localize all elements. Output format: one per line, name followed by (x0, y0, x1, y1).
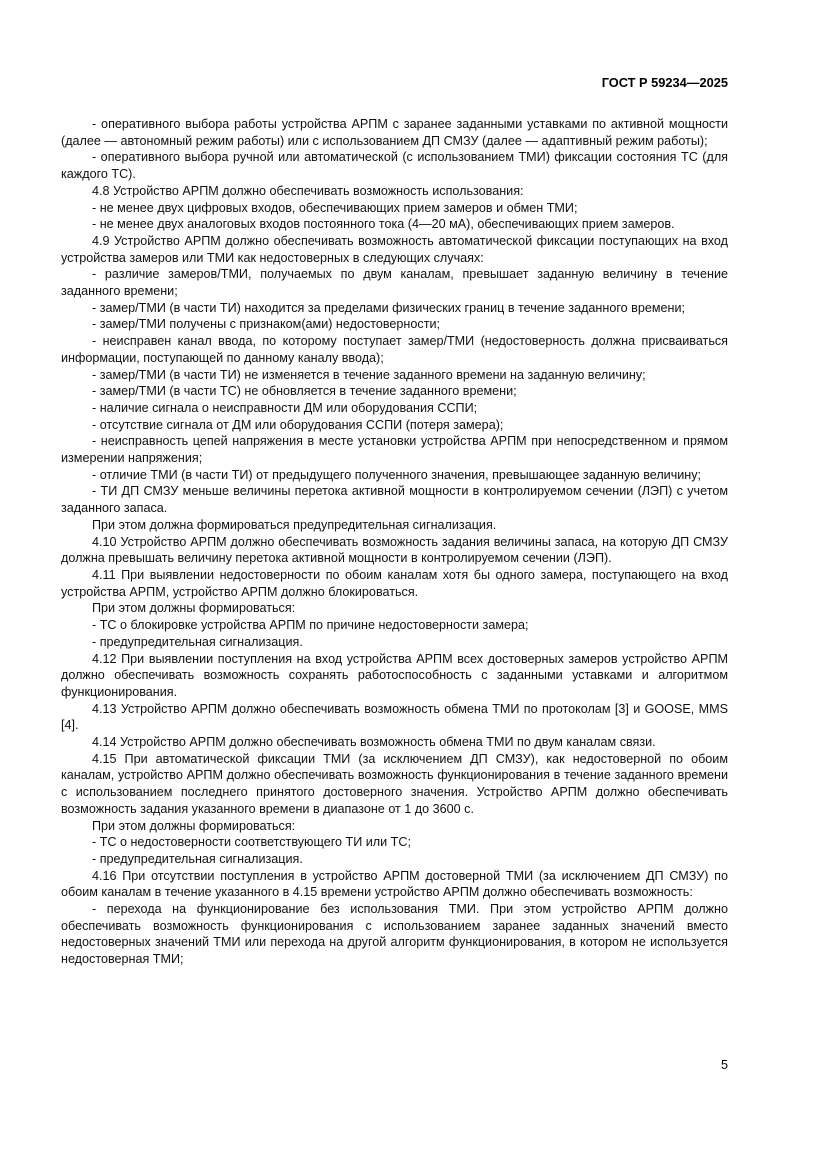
paragraph: - предупредительная сигнализация. (92, 851, 303, 866)
paragraph: - оперативного выбора работы устройства АРПМ с заранее заданными уставками по активной мощности (далее — автономный режим работы) или с использованием ДП СМЗУ (далее — адаптивный режим работы); (61, 117, 728, 148)
paragraph: 4.10 Устройство АРПМ должно обеспечивать возможность задания величины запаса, на которую ДП СМЗУ должна превышать величину перетока активной мощности в контролируемом сечении (ЛЭП). (61, 534, 728, 566)
paragraph: 4.16 При отсутствии поступления в устройство АРПМ достоверной ТМИ (за исключением ДП СМЗУ) по обоим каналам в течение указанного в 4.15 времени устройство АРПМ должно обеспечивать возможность: (61, 868, 728, 900)
paragraph: При этом должна формироваться предупредительная сигнализация. (92, 517, 497, 532)
paragraph: - предупредительная сигнализация. (92, 634, 303, 649)
paragraph: - неисправен канал ввода, по которому поступает замер/ТМИ (недостоверность должна присваиваться информации, поступающей по данному каналу ввода); (61, 334, 728, 365)
paragraph: - ТС о блокировке устройства АРПМ по причине недостоверности замера; (92, 618, 529, 633)
paragraph: 4.15 При автоматической фиксации ТМИ (за исключением ДП СМЗУ), как недостоверной по обоим каналам, устройство АРПМ должно обеспечивать возможность функционирования в течение заданного времени с использованием последнего принятого достоверного значения. Устройство АРПМ должно обеспечивать возможность задания указанного времени в диапазоне от 1 до 3600 с. (61, 751, 728, 816)
paragraph: - оперативного выбора ручной или автоматической (с использованием ТМИ) фиксации состояния ТС (для каждого ТС). (61, 150, 728, 182)
paragraph: 4.9 Устройство АРПМ должно обеспечивать возможность автоматической фиксации поступающих на вход устройства замеров или ТМИ как недостоверных в следующих случаях: (61, 233, 728, 265)
paragraph: - различие замеров/ТМИ, получаемых по двум каналам, превышает заданную величину в течение заданного времени; (61, 267, 728, 299)
paragraph: - перехода на функционирование без использования ТМИ. При этом устройство АРПМ должно обеспечивать возможность функционирования с использованием заранее заданных значений вместо недостоверных значений ТМИ или перехода на другой алгоритм функционирования, в котором не используется недостоверная ТМИ; (61, 902, 728, 967)
paragraph: - замер/ТМИ (в части ТИ) находится за пределами физических границ в течение заданного времени; (92, 300, 686, 315)
paragraph: - ТС о недостоверности соответствующего ТИ или ТС; (92, 835, 411, 850)
page-number: 5 (720, 1058, 728, 1072)
paragraph: - ТИ ДП СМЗУ меньше величины перетока активной мощности в контролируемом сечении (ЛЭП) с учетом заданного запаса. (61, 484, 728, 516)
paragraph: - не менее двух аналоговых входов постоянного тока (4—20 мА), обеспечивающих прием замеров. (92, 217, 675, 232)
paragraph: - отличие ТМИ (в части ТИ) от предыдущего полученного значения, превышающее заданную величину; (92, 467, 702, 482)
paragraph: 4.13 Устройство АРПМ должно обеспечивать возможность обмена ТМИ по протоколам [3] и GOOSE, MMS [4]. (61, 701, 728, 733)
paragraph: - наличие сигнала о неисправности ДМ или оборудования ССПИ; (92, 400, 478, 415)
paragraph: - замер/ТМИ (в части ТИ) не изменяется в течение заданного времени на заданную величину; (92, 367, 646, 382)
paragraph: 4.8 Устройство АРПМ должно обеспечивать возможность использования: (92, 183, 524, 198)
paragraph: При этом должны формироваться: (92, 818, 296, 833)
paragraph: - замер/ТМИ получены с признаком(ами) недостоверности; (92, 317, 440, 332)
body-text (61, 116, 728, 968)
paragraph: 4.12 При выявлении поступления на вход устройства АРПМ всех достоверных замеров устройство АРПМ должно обеспечивать возможность сохранять работоспособность с заданными уставками и алгоритмом функционирования. (61, 651, 728, 699)
paragraph: - замер/ТМИ (в части ТС) не обновляется в течение заданного времени; (92, 384, 517, 399)
paragraph: 4.14 Устройство АРПМ должно обеспечивать возможность обмена ТМИ по двум каналам связи. (92, 735, 656, 750)
paragraph: - отсутствие сигнала от ДМ или оборудования ССПИ (потеря замера); (92, 417, 504, 432)
paragraph: - не менее двух цифровых входов, обеспечивающих прием замеров и обмен ТМИ; (92, 200, 578, 215)
document-id-header: ГОСТ Р 59234—2025 (601, 75, 728, 90)
paragraph: 4.11 При выявлении недостоверности по обоим каналам хотя бы одного замера, поступающего на вход устройства АРПМ, устройство АРПМ должно блокироваться. (61, 567, 728, 599)
paragraph: При этом должны формироваться: (92, 601, 296, 616)
paragraph: - неисправность цепей напряжения в месте установки устройства АРПМ при непосредственном и прямом измерении напряжения; (61, 434, 728, 466)
